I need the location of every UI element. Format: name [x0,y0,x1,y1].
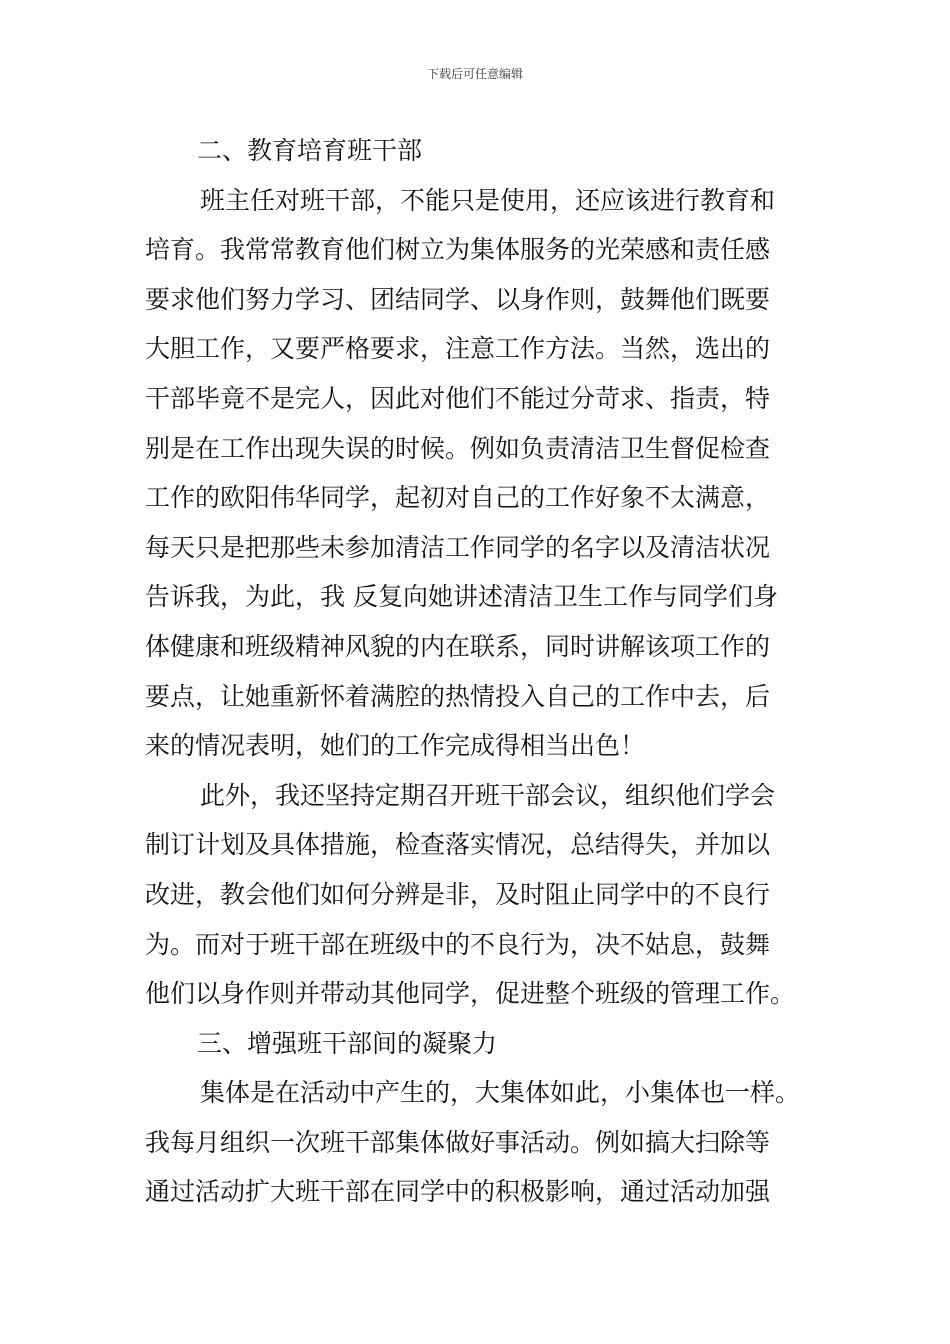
paragraph-line: 大胆工作，又要严格要求，注意工作方法。当然，选出的 [145,334,771,364]
paragraph-line: 来的情况表明，她们的工作完成得相当出色！ [145,731,646,761]
paragraph-line: 改进，教会他们如何分辨是非，及时阻止同学中的不良行 [145,879,771,909]
section-heading-3: 三、增强班干部间的凝聚力 [197,1028,498,1058]
paragraph-line: 别是在工作出现失误的时候。例如负责清洁卫生督促检查 [145,433,771,463]
paragraph-line: 集体是在活动中产生的，大集体如此，小集体也一样。 [200,1078,801,1108]
paragraph-line: 班主任对班干部，不能只是使用，还应该进行教育和 [200,185,776,215]
paragraph-line: 告诉我，为此，我 反复向她讲述清洁卫生工作与同学们身 [145,582,778,612]
document-body [145,126,815,1217]
paragraph-line: 我每月组织一次班干部集体做好事活动。例如搞大扫除等 [145,1127,771,1157]
paragraph-line: 制订计划及具体措施，检查落实情况，总结得失，并加以 [145,830,771,860]
paragraph-line: 要点，让她重新怀着满腔的热情投入自己的工作中去，后 [145,681,771,711]
section-heading-2: 二、教育培育班干部 [197,136,423,165]
paragraph-line: 工作的欧阳伟华同学，起初对自己的工作好象不太满意， [145,483,771,513]
paragraph-line: 为。而对于班干部在班级中的不良行为，决不姑息，鼓舞 [145,929,771,959]
paragraph-line: 培育。我常常教育他们树立为集体服务的光荣感和责任感 [145,235,771,265]
paragraph-line: 每天只是把那些未参加清洁工作同学的名字以及清洁状况 [145,532,771,562]
page-header: 下载后可任意编辑 [426,67,523,81]
paragraph-line: 要求他们努力学习、团结同学、以身作则，鼓舞他们既要 [145,284,771,314]
paragraph-line: 通过活动扩大班干部在同学中的积极影响，通过活动加强 [145,1177,771,1207]
paragraph-line: 干部毕竟不是完人，因此对他们不能过分苛求、指责，特 [145,383,771,413]
paragraph-line: 他们以身作则并带动其他同学，促进整个班级的管理工作。 [145,979,796,1009]
paragraph-line: 体健康和班级精神风貌的内在联系，同时讲解该项工作的 [145,631,771,661]
paragraph-line: 此外，我还坚持定期召开班干部会议，组织他们学会 [200,780,776,810]
